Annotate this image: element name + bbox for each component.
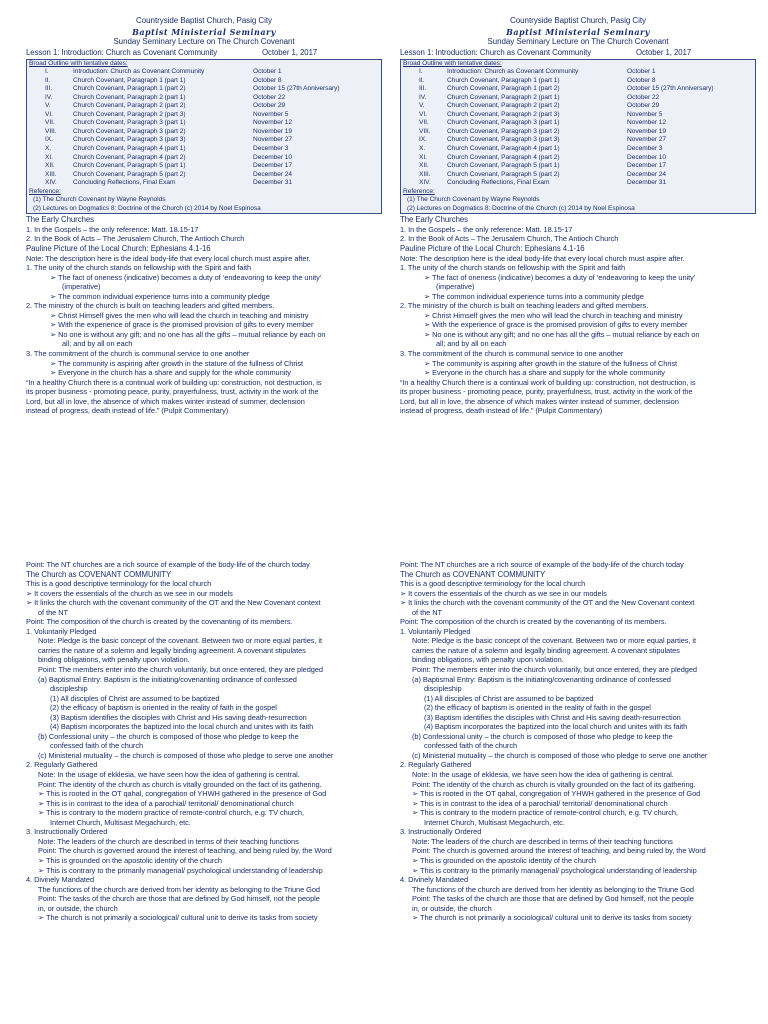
church-name: Countryside Baptist Church, Pasig City	[136, 16, 272, 25]
outline-date: November 12	[627, 119, 667, 127]
text-line: 1. Voluntarily Pledged	[400, 626, 471, 636]
text-line: ➢ This is contrary to the primarily managerial/ psychological understanding of leadership	[38, 865, 323, 875]
outline-number: VIII.	[419, 127, 431, 135]
text-line: Note: The description here is the ideal body-life that every local church must aspire after.	[400, 253, 685, 263]
text-line: Pauline Picture of the Local Church: Ephesians 4.1-16	[400, 243, 585, 253]
outline-row	[403, 179, 753, 188]
outline-row	[29, 136, 379, 145]
text-line: The functions of the church are derived from her identity as belonging to the Triune God	[38, 884, 320, 894]
lesson-title: Lesson 1: Introduction: Church as Covenant Community	[26, 47, 218, 57]
outline-number: I.	[419, 68, 423, 76]
text-line: ➢ Christ Himself gives the men who will lead the church in teaching and ministry	[424, 310, 683, 320]
text-line: ➢ This is contrary to the primarily managerial/ psychological understanding of leadership	[412, 865, 697, 875]
text-line: The Early Churches	[26, 215, 95, 225]
text-line: ➢ It links the church with the covenant community of the OT and the New Covenant context	[400, 598, 695, 608]
outline-topic: Church Covenant, Paragraph 2 (part 3)	[73, 110, 186, 118]
text-line: (b) Confessional unity – the church is composed of those who pledge to keep the	[38, 731, 299, 741]
outline-date: December 17	[253, 162, 293, 170]
text-line: 1. In the Gospels – the only reference: Matt. 18.15-17	[400, 224, 573, 234]
text-line: The functions of the church are derived from her identity as belonging to the Triune God	[412, 884, 694, 894]
outline-date: December 10	[627, 153, 667, 161]
text-line: ➢ This is grounded on the apostolic identity of the church	[38, 855, 222, 865]
text-line: The Church as COVENANT COMMUNITY	[26, 569, 172, 579]
text-line: confessed faith of the church	[424, 741, 518, 751]
outline-row	[403, 68, 753, 77]
body-text-top	[400, 215, 756, 415]
text-line: 4. Divinely Mandated	[26, 875, 95, 885]
outline-date: October 8	[627, 76, 656, 84]
outline-topic: Church Covenant, Paragraph 1 (part 2)	[447, 85, 560, 93]
text-line: Point: The church is governed around the interest of teaching, and being ruled by, the Word	[38, 846, 332, 856]
text-line: The Early Churches	[400, 215, 469, 225]
body-text-bottom	[400, 560, 756, 923]
outline-number: III.	[45, 85, 53, 93]
text-line: Note: The description here is the ideal body-life that every local church must aspire after.	[26, 253, 311, 263]
text-line: Point: The tasks of the church are those that are defined by God himself, not the people	[38, 894, 320, 904]
text-line: its proper business - promoting peace, purity, prayerfulness, trust, activity in the work of the	[400, 387, 693, 397]
text-line: Point: The identity of the church as church is vitally grounded on the fact of its gathering.	[38, 779, 322, 789]
text-line: “In a healthy Church there is a continual work of building up: construction, not destruction, is	[26, 377, 322, 387]
outline-row	[403, 171, 753, 180]
outline-row	[29, 162, 379, 171]
text-line: (c) Ministerial mutuality – the church is composed of those who pledge to serve one another	[412, 750, 708, 760]
outline-number: II.	[419, 76, 425, 84]
text-line: all; and by all on each	[62, 339, 133, 349]
outline-topic: Church Covenant, Paragraph 4 (part 2)	[447, 153, 560, 161]
text-line: discipleship	[424, 684, 462, 694]
outline-row	[403, 145, 753, 154]
series-title: Sunday Seminary Lecture on The Church Covenant	[113, 37, 295, 46]
text-line: confessed faith of the church	[50, 741, 144, 751]
outline-row	[403, 162, 753, 171]
outline-date: December 31	[627, 179, 667, 187]
text-line: ➢ The church is not primarily a sociological/ cultural unit to derive its tasks from society	[412, 913, 692, 923]
outline-row	[403, 119, 753, 128]
outline-date: October 29	[253, 102, 286, 110]
text-line: of the NT	[412, 607, 442, 617]
outline-date: November 27	[627, 136, 667, 144]
lesson-line	[26, 48, 382, 58]
text-line: (4) Baptism incorporates the baptized into the local church and unites with its faith	[50, 722, 314, 732]
text-line: ➢ The community is aspiring after growth in the stature of the fullness of Christ	[424, 358, 677, 368]
text-line: all; and by all on each	[436, 339, 507, 349]
text-line: ➢ It links the church with the covenant community of the OT and the New Covenant context	[26, 598, 321, 608]
outline-row	[29, 68, 379, 77]
outline-date: October 22	[253, 93, 286, 101]
outline-row	[403, 85, 753, 94]
outline-number: IV.	[419, 93, 427, 101]
outline-row	[403, 102, 753, 111]
text-line: ➢ With the experience of grace is the promised provision of gifts to every member	[424, 320, 688, 330]
outline-date: December 10	[253, 153, 293, 161]
outline-number: IV.	[45, 93, 53, 101]
text-line: its proper business - promoting peace, purity, prayerfulness, trust, activity in the work of the	[26, 387, 319, 397]
text-line: Point: The composition of the church is created by the covenanting of its members.	[26, 617, 293, 627]
outline-topic: Church Covenant, Paragraph 1 (part 1)	[447, 76, 560, 84]
text-line: carries the nature of a solemn and legally binding agreement. A covenant stipulates	[412, 645, 680, 655]
text-line: ➢ The fact of oneness (indicative) becomes a duty of ‘endeavoring to keep the unity’	[50, 272, 322, 282]
outline-row	[29, 171, 379, 180]
seminary-name: Baptist Ministerial Seminary	[132, 26, 276, 37]
outline-date: October 1	[627, 68, 656, 76]
outline-number: VII.	[45, 119, 55, 127]
outline-row	[29, 77, 379, 86]
text-line: ➢ It covers the essentials of the church as we see in our models	[400, 588, 607, 598]
text-line: ➢ No one is without any gift; and no one has all the gifts – mutual reliance by each on	[50, 329, 326, 339]
text-line: in, or outside, the church	[38, 903, 118, 913]
outline-number: V.	[45, 102, 51, 110]
outline-number: XIII.	[45, 170, 57, 178]
text-line: discipleship	[50, 684, 88, 694]
outline-topic: Introduction: Church as Covenant Community	[73, 68, 205, 76]
outline-date: October 1	[253, 68, 282, 76]
outline-topic: Church Covenant, Paragraph 3 (part 3)	[447, 136, 560, 144]
reference-list	[29, 196, 379, 213]
outline-heading: Broad Outline with tentative dates:	[403, 59, 502, 67]
outline-topic: Church Covenant, Paragraph 2 (part 1)	[447, 93, 560, 101]
outline-number: X.	[419, 144, 426, 152]
outline-number: VIII.	[45, 127, 57, 135]
text-line: (a) Baptismal Entry: Baptism is the initiating/covenanting ordinance of confessed	[38, 674, 297, 684]
outline-number: XIV.	[45, 179, 57, 187]
text-line: ➢ Everyone in the church has a share and supply for the whole community	[424, 368, 665, 378]
outline-number: XI.	[45, 153, 53, 161]
outline-number: VI.	[45, 110, 53, 118]
text-line: 1. The unity of the church stands on fellowship with the Spirit and faith	[400, 263, 626, 273]
text-line: 2. In the Book of Acts – The Jerusalem Church, The Antioch Church	[26, 234, 245, 244]
outline-topic: Concluding Reflections, Final Exam	[73, 179, 176, 187]
text-line: Point: The NT churches are a rich source of example of the body-life of the church today	[400, 560, 684, 569]
outline-date: December 3	[627, 144, 663, 152]
reference-item: (1) The Church Covenant by Wayne Reynolds	[407, 196, 540, 204]
text-line: Note: In the usage of ekklesia, we have seen how the idea of gathering is central.	[38, 770, 300, 780]
text-line: Point: The identity of the church as church is vitally grounded on the fact of its gathering.	[412, 779, 696, 789]
text-line: ➢ The community is aspiring after growth in the stature of the fullness of Christ	[50, 358, 303, 368]
text-line: 4. Divinely Mandated	[400, 875, 469, 885]
outline-number: X.	[45, 144, 52, 152]
text-line: ➢ The fact of oneness (indicative) becomes a duty of ‘endeavoring to keep the unity’	[424, 272, 696, 282]
text-line: 2. In the Book of Acts – The Jerusalem Church, The Antioch Church	[400, 234, 619, 244]
outline-topic: Church Covenant, Paragraph 2 (part 1)	[73, 93, 186, 101]
outline-number: IX.	[419, 136, 427, 144]
text-line: ➢ With the experience of grace is the promised provision of gifts to every member	[50, 320, 314, 330]
text-line: ➢ This is rooted in the OT qahal, congregation of YHWH gathered in the presence of God	[412, 789, 701, 799]
outline-number: VI.	[419, 110, 427, 118]
outline-topic: Church Covenant, Paragraph 3 (part 3)	[73, 136, 186, 144]
text-line: instead of progress, death instead of life.” (Pulpit Commentary)	[26, 406, 229, 416]
lesson-date: October 1, 2017	[262, 47, 318, 57]
lesson-title: Lesson 1: Introduction: Church as Covenant Community	[400, 47, 592, 57]
reference-item: (2) Lectures on Dogmatics 8: Doctrine of the Church (c) 2014 by Noel Espinosa	[33, 204, 261, 212]
outline-row	[29, 85, 379, 94]
outline-topic: Church Covenant, Paragraph 1 (part 2)	[73, 85, 186, 93]
text-line: (c) Ministerial mutuality – the church is composed of those who pledge to serve one another	[38, 750, 334, 760]
text-line: (3) Baptism identifies the disciples with Christ and His saving death-resurrection	[50, 712, 307, 722]
text-line: Point: The church is governed around the interest of teaching, and being ruled by, the Word	[412, 846, 706, 856]
outline-topic: Church Covenant, Paragraph 2 (part 3)	[447, 110, 560, 118]
outline-date: October 8	[253, 76, 282, 84]
outline-number: V.	[419, 102, 425, 110]
text-line: 2. Regularly Gathered	[400, 760, 472, 770]
text-line: Lord, but all in love, the absence of which makes winter instead of summer, declension	[400, 396, 679, 406]
outline-topic: Church Covenant, Paragraph 5 (part 1)	[73, 162, 186, 170]
lesson-line	[400, 48, 756, 58]
text-line: Point: The tasks of the church are those that are defined by God himself, not the people	[412, 894, 694, 904]
text-line: 1. Voluntarily Pledged	[26, 626, 97, 636]
outline-row	[29, 94, 379, 103]
text-line: ➢ This is contrary to the modern practice of remote-control church, e.g. TV church,	[412, 808, 678, 818]
body-text-top	[26, 215, 382, 415]
outline-date: October 29	[627, 102, 660, 110]
text-line: binding obligations, with penalty upon violation.	[412, 655, 564, 665]
outline-number: VII.	[419, 119, 429, 127]
text-line: 3. The commitment of the church is communal service to one another	[26, 349, 250, 358]
outline-number: XIV.	[419, 179, 431, 187]
text-line: ➢ It covers the essentials of the church as we see in our models	[26, 588, 233, 598]
right-column-top	[400, 16, 756, 416]
text-line: ➢ This is contrary to the modern practice of remote-control church, e.g. TV church,	[38, 808, 304, 818]
text-line: (a) Baptismal Entry: Baptism is the initiating/covenanting ordinance of confessed	[412, 674, 671, 684]
text-line: (2) the efficacy of baptism is oriented in the reality of faith in the gospel	[424, 703, 651, 713]
text-line: (3) Baptism identifies the disciples with Christ and His saving death-resurrection	[424, 712, 681, 722]
outline-row	[403, 128, 753, 137]
outline-topic: Church Covenant, Paragraph 5 (part 2)	[447, 170, 560, 178]
right-column-bottom	[400, 560, 756, 923]
series-title: Sunday Seminary Lecture on The Church Covenant	[487, 37, 669, 46]
outline-topic: Church Covenant, Paragraph 1 (part 1)	[73, 76, 186, 84]
outline-topic: Church Covenant, Paragraph 3 (part 2)	[447, 127, 560, 135]
outline-number: I.	[45, 68, 49, 76]
outline-number: XII.	[419, 162, 429, 170]
text-line: (2) the efficacy of baptism is oriented in the reality of faith in the gospel	[50, 703, 277, 713]
church-name: Countryside Baptist Church, Pasig City	[510, 16, 646, 25]
outline-number: XII.	[45, 162, 55, 170]
text-line: ➢ This is in contrast to the idea of a parochial/ territorial/ denominational church	[412, 798, 668, 808]
outline-date: November 19	[253, 127, 293, 135]
outline-topic: Church Covenant, Paragraph 3 (part 1)	[447, 119, 560, 127]
outline-heading: Broad Outline with tentative dates:	[29, 59, 128, 67]
outline-row	[403, 111, 753, 120]
outline-row	[29, 102, 379, 111]
text-line: carries the nature of a solemn and legally binding agreement. A covenant stipulates	[38, 645, 306, 655]
text-line: Point: The members enter into the church voluntarily, but once entered, they are pledged	[412, 665, 697, 675]
text-line: ➢ This is in contrast to the idea of a parochial/ territorial/ denominational church	[38, 798, 294, 808]
outline-row	[29, 154, 379, 163]
text-line: 3. The commitment of the church is communal service to one another	[400, 349, 624, 358]
text-line: Note: Pledge is the basic concept of the covenant. Between two or more equal parties, it	[412, 636, 697, 646]
text-line: 2. Regularly Gathered	[26, 760, 98, 770]
text-line: ➢ This is rooted in the OT qahal, congregation of YHWH gathered in the presence of God	[38, 789, 327, 799]
outline-number: XI.	[419, 153, 427, 161]
outline-date: November 5	[253, 110, 289, 118]
text-line: ➢ This is grounded on the apostolic identity of the church	[412, 855, 596, 865]
outline-topic: Church Covenant, Paragraph 3 (part 1)	[73, 119, 186, 127]
text-line: in, or outside, the church	[412, 903, 492, 913]
reference-heading: Reference:	[29, 187, 61, 195]
text-line: Point: The NT churches are a rich source of example of the body-life of the church today	[26, 560, 310, 569]
text-line: 3. Instructionally Ordered	[26, 827, 108, 837]
outline-topic: Church Covenant, Paragraph 2 (part 2)	[73, 102, 186, 110]
outline-row	[29, 111, 379, 120]
text-line: Pauline Picture of the Local Church: Ephesians 4.1-16	[26, 243, 211, 253]
text-line: of the NT	[38, 607, 68, 617]
outline-topic: Church Covenant, Paragraph 3 (part 2)	[73, 127, 186, 135]
outline-date: November 12	[253, 119, 293, 127]
text-line: 2. The ministry of the church is built on teaching leaders and gifted members.	[26, 301, 275, 311]
text-line: Internet Church, Multisast Megachurch, etc.	[424, 817, 565, 827]
text-line: (4) Baptism incorporates the baptized into the local church and unites with its faith	[424, 722, 688, 732]
text-line: Note: In the usage of ekklesia, we have seen how the idea of gathering is central.	[412, 770, 674, 780]
outline-date: December 24	[253, 170, 293, 178]
outline-date: December 3	[253, 144, 289, 152]
text-line: Point: The members enter into the church voluntarily, but once entered, they are pledged	[38, 665, 323, 675]
text-line: Point: The composition of the church is created by the covenanting of its members.	[400, 617, 667, 627]
outline-rows	[403, 68, 753, 188]
outline-date: December 17	[627, 162, 667, 170]
text-line: 1. In the Gospels – the only reference: Matt. 18.15-17	[26, 224, 199, 234]
text-line: Note: The leaders of the church are described in terms of their teaching functions	[38, 836, 299, 846]
text-line: ➢ The common individual experience turns into a community pledge	[424, 291, 644, 301]
outline-row	[29, 145, 379, 154]
outline-number: IX.	[45, 136, 53, 144]
outline-topic: Church Covenant, Paragraph 4 (part 1)	[447, 144, 560, 152]
text-line: (1) All disciples of Christ are assumed to be baptized	[50, 693, 220, 703]
body-text-bottom	[26, 560, 382, 923]
text-line: This is a good descriptive terminology for the local church	[400, 579, 586, 589]
outline-date: October 15 (27th Anniversary)	[627, 85, 714, 93]
outline-topic: Church Covenant, Paragraph 4 (part 1)	[73, 144, 186, 152]
outline-topic: Church Covenant, Paragraph 4 (part 2)	[73, 153, 186, 161]
text-line: Note: Pledge is the basic concept of the covenant. Between two or more equal parties, it	[38, 636, 323, 646]
outline-row	[403, 94, 753, 103]
outline-date: October 22	[627, 93, 660, 101]
outline-topic: Church Covenant, Paragraph 5 (part 1)	[447, 162, 560, 170]
left-column-top	[26, 16, 382, 416]
text-line: (imperative)	[62, 282, 101, 292]
outline-date: October 15 (27th Anniversary)	[253, 85, 340, 93]
text-line: Internet Church, Multisast Megachurch, etc.	[50, 817, 191, 827]
outline-number: II.	[45, 76, 51, 84]
outline-topic: Church Covenant, Paragraph 2 (part 2)	[447, 102, 560, 110]
outline-number: III.	[419, 85, 427, 93]
seminary-name: Baptist Ministerial Seminary	[506, 26, 650, 37]
outline-topic: Introduction: Church as Covenant Community	[447, 68, 579, 76]
text-line: Lord, but all in love, the absence of which makes winter instead of summer, declension	[26, 396, 305, 406]
outline-date: December 31	[253, 179, 293, 187]
reference-list	[403, 196, 753, 213]
text-line: This is a good descriptive terminology for the local church	[26, 579, 212, 589]
text-line: ➢ Christ Himself gives the men who will lead the church in teaching and ministry	[50, 310, 309, 320]
reference-item: (2) Lectures on Dogmatics 8: Doctrine of the Church (c) 2014 by Noel Espinosa	[407, 204, 635, 212]
outline-row	[29, 128, 379, 137]
outline-rows	[29, 68, 379, 188]
text-line: (1) All disciples of Christ are assumed to be baptized	[424, 693, 594, 703]
outline-row	[403, 154, 753, 163]
text-line: 1. The unity of the church stands on fellowship with the Spirit and faith	[26, 263, 252, 273]
text-line: The Church as COVENANT COMMUNITY	[400, 569, 546, 579]
outline-box	[400, 59, 756, 215]
text-line: ➢ The common individual experience turns into a community pledge	[50, 291, 270, 301]
text-line: ➢ No one is without any gift; and no one has all the gifts – mutual reliance by each on	[424, 329, 700, 339]
outline-row	[29, 119, 379, 128]
outline-row	[403, 136, 753, 145]
text-line: instead of progress, death instead of life.” (Pulpit Commentary)	[400, 406, 603, 416]
outline-topic: Concluding Reflections, Final Exam	[447, 179, 550, 187]
outline-date: November 27	[253, 136, 293, 144]
outline-topic: Church Covenant, Paragraph 5 (part 2)	[73, 170, 186, 178]
outline-date: November 5	[627, 110, 663, 118]
text-line: ➢ The church is not primarily a sociological/ cultural unit to derive its tasks from society	[38, 913, 318, 923]
outline-date: December 24	[627, 170, 667, 178]
text-line: binding obligations, with penalty upon violation.	[38, 655, 190, 665]
outline-box	[26, 59, 382, 215]
text-line: Note: The leaders of the church are described in terms of their teaching functions	[412, 836, 673, 846]
text-line: “In a healthy Church there is a continual work of building up: construction, not destruction, is	[400, 377, 696, 387]
reference-item: (1) The Church Covenant by Wayne Reynolds	[33, 196, 166, 204]
left-column-bottom	[26, 560, 382, 923]
text-line: (b) Confessional unity – the church is composed of those who pledge to keep the	[412, 731, 673, 741]
outline-row	[29, 179, 379, 188]
lesson-date: October 1, 2017	[636, 47, 692, 57]
text-line: 2. The ministry of the church is built on teaching leaders and gifted members.	[400, 301, 649, 311]
reference-heading: Reference:	[403, 187, 435, 195]
outline-number: XIII.	[419, 170, 431, 178]
text-line: ➢ Everyone in the church has a share and supply for the whole community	[50, 368, 291, 378]
outline-date: November 19	[627, 127, 667, 135]
text-line: 3. Instructionally Ordered	[400, 827, 482, 837]
outline-row	[403, 77, 753, 86]
text-line: (imperative)	[436, 282, 475, 292]
